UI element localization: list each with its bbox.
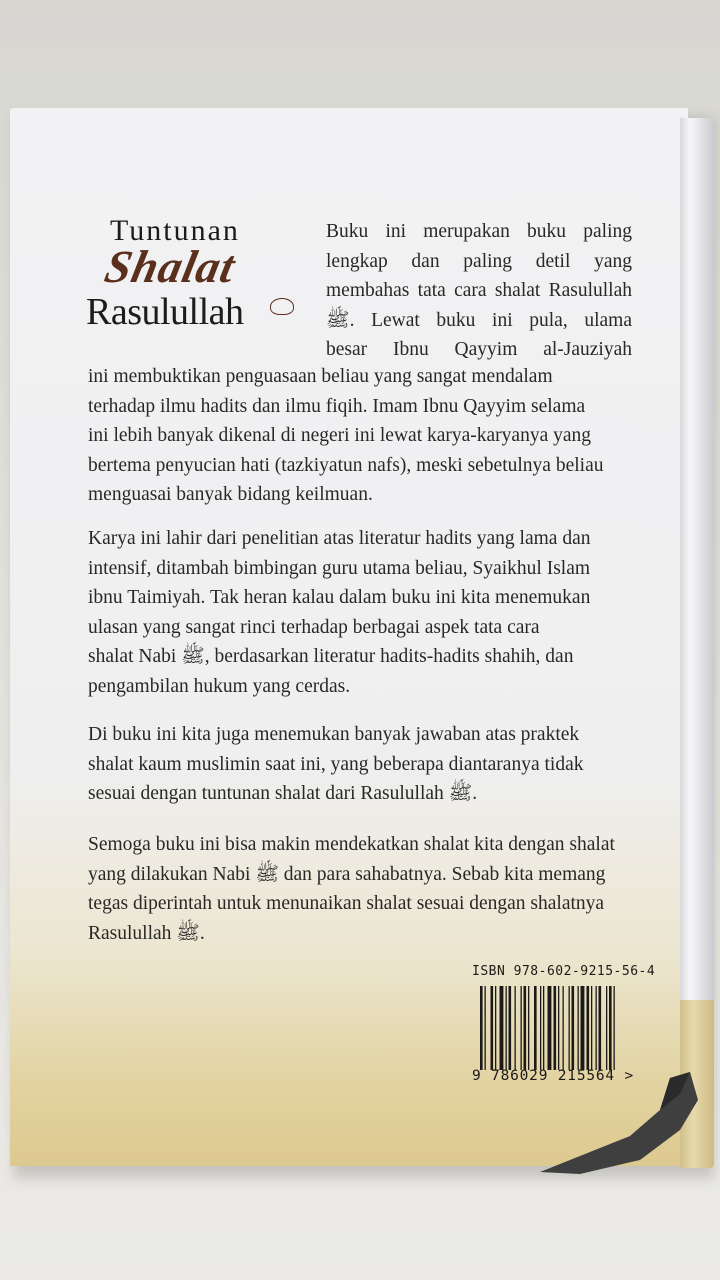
text-line: menguasai banyak bidang keilmuan. bbox=[88, 484, 373, 505]
barcode-digits: 9 786029 215564 > bbox=[472, 1068, 635, 1084]
paragraph-3 bbox=[88, 720, 638, 809]
logo-word-tuntunan: Tuntunan bbox=[110, 214, 240, 247]
text-line: ini lebih banyak dikenal di negeri ini lewat karya-karyanya yang bbox=[88, 425, 592, 446]
paragraph-2 bbox=[88, 524, 636, 701]
text-line: Semoga buku ini bisa makin mendekatkan shalat kita dengan shalat bbox=[88, 834, 615, 855]
text-line: ﷺ. Lewat buku ini pula, ulama bbox=[326, 309, 632, 331]
text-line: sesuai dengan tuntunan shalat dari Rasulullah ﷺ. bbox=[88, 783, 478, 804]
text-line: ulasan yang sangat rinci terhadap berbagai aspek tata cara bbox=[88, 616, 540, 638]
bookmark-ribbon bbox=[530, 1070, 720, 1180]
text-line: ini membuktikan penguasaan beliau yang sangat mendalam bbox=[88, 366, 553, 387]
text-line: terhadap ilmu hadits dan ilmu fiqih. Imam Ibnu Qayyim selama bbox=[88, 395, 586, 417]
text-line: Rasulullah ﷺ. bbox=[88, 922, 205, 944]
barcode-bars-icon bbox=[478, 986, 668, 1070]
text-line: besar Ibnu Qayyim al-Jauziyah bbox=[326, 339, 632, 360]
isbn-label: ISBN 978-602-9215-56-4 bbox=[472, 964, 656, 979]
text-line: Buku ini merupakan buku paling bbox=[326, 221, 632, 242]
text-line: ibnu Taimiyah. Tak heran kalau dalam buku ini kita menemukan bbox=[88, 587, 591, 608]
logo-word-shalat: Shalat bbox=[100, 241, 241, 292]
text-line: yang dilakukan Nabi ﷺ dan para sahabatnya. Sebab kita memang bbox=[88, 863, 606, 885]
paragraph-1-top bbox=[326, 217, 632, 365]
text-line: intensif, ditambah bimbingan guru utama beliau, Syaikhul Islam bbox=[88, 557, 591, 579]
text-line: pengambilan hukum yang cerdas. bbox=[88, 675, 351, 697]
title-logo bbox=[84, 210, 314, 340]
text-line: shalat kaum muslimin saat ini, yang beberapa diantaranya tidak bbox=[88, 753, 584, 775]
text-line: Karya ini lahir dari penelitian atas literatur hadits yang lama dan bbox=[88, 528, 591, 549]
text-line: Di buku ini kita juga menemukan banyak jawaban atas praktek bbox=[88, 724, 580, 745]
text-line: membahas tata cara shalat Rasulullah bbox=[326, 280, 632, 301]
text-line: bertema penyucian hati (tazkiyatun nafs), meski sebetulnya beliau bbox=[88, 454, 604, 476]
paragraph-4 bbox=[88, 830, 644, 948]
text-line: tegas diperintah untuk menunaikan shalat sesuai dengan shalatnya bbox=[88, 893, 605, 914]
paragraph-1-bottom bbox=[88, 362, 632, 510]
honorific-calligraphy-icon bbox=[270, 298, 294, 315]
text-line: shalat Nabi ﷺ, berdasarkan literatur hadits-hadits shahih, dan bbox=[88, 646, 574, 667]
logo-word-rasulullah: Rasulullah bbox=[86, 291, 244, 333]
text-line: lengkap dan paling detil yang bbox=[326, 250, 632, 272]
